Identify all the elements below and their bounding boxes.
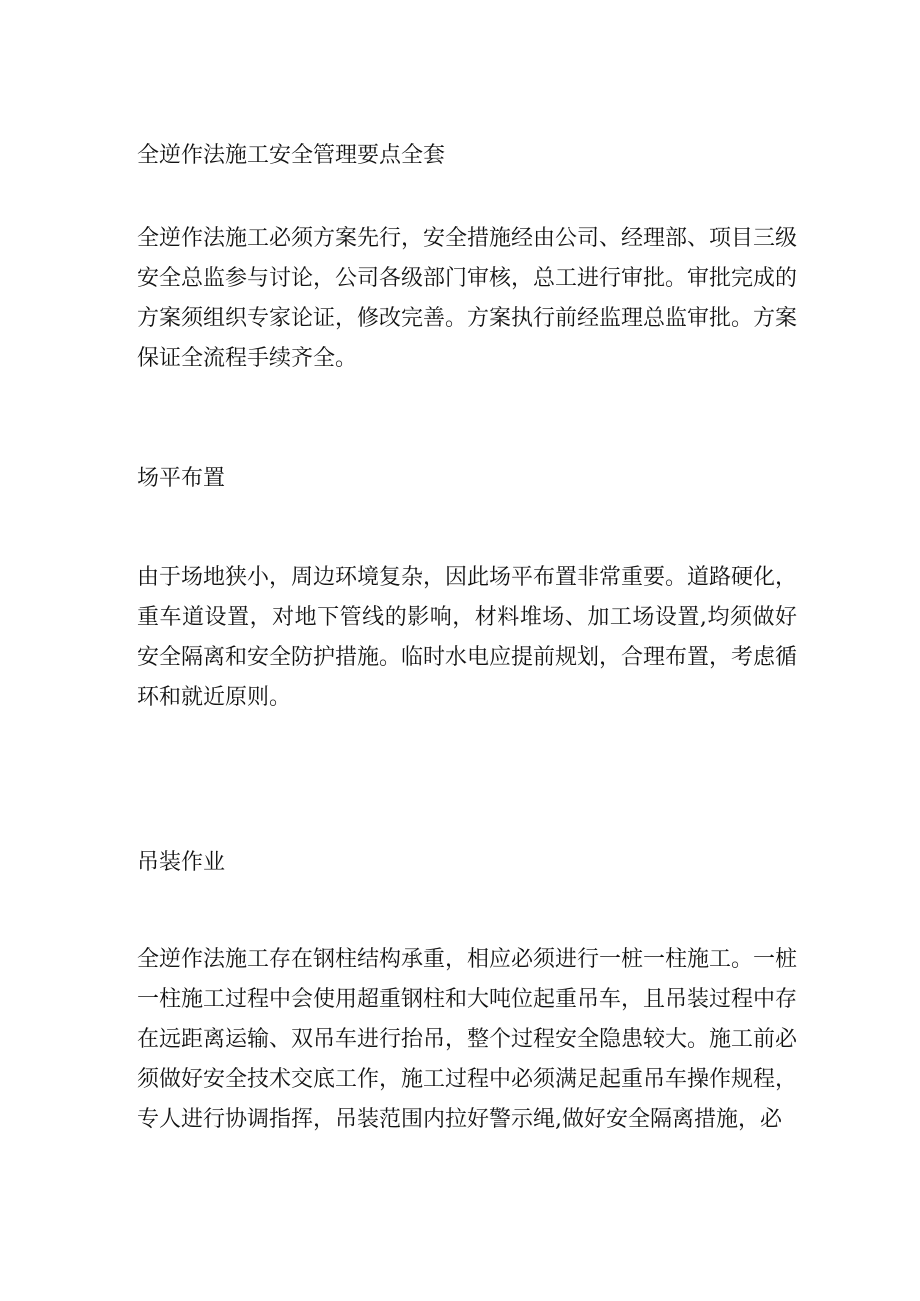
section-heading-site-layout: 场平布置 [137,466,226,491]
section-heading-lifting-operations: 吊装作业 [137,850,226,875]
document-title: 全逆作法施工安全管理要点全套 [137,143,446,168]
paragraph-site-layout: 由于场地狭小，周边环境复杂，因此场平布置非常重要。道路硬化，重车道设置，对地下管线的影响，材料堆场、加工场设置,均须做好安全隔离和安全防护措施。临时水电应提前规划，合理布置，考虑循环和就近原则。 [137,565,798,710]
paragraph-plan-first: 全逆作法施工必须方案先行，安全措施经由公司、经理部、项目三级安全总监参与讨论，公司各级部门审核，总工进行审批。审批完成的方案须组织专家论证，修改完善。方案执行前经监理总监审批。方案保证全流程手续齐全。 [137,226,798,371]
paragraph-lifting-operations: 全逆作法施工存在钢柱结构承重，相应必须进行一桩一柱施工。一桩一柱施工过程中会使用超重钢柱和大吨位起重吊车，且吊装过程中存在远距离运输、双吊车进行抬吊，整个过程安全隐患较大。施工前必须做好安全技术交底工作，施工过程中必须满足起重吊车操作规程，专人进行协调指挥，吊装范围内拉好警示绳,做好安全隔离措施，必 [137,947,798,1132]
